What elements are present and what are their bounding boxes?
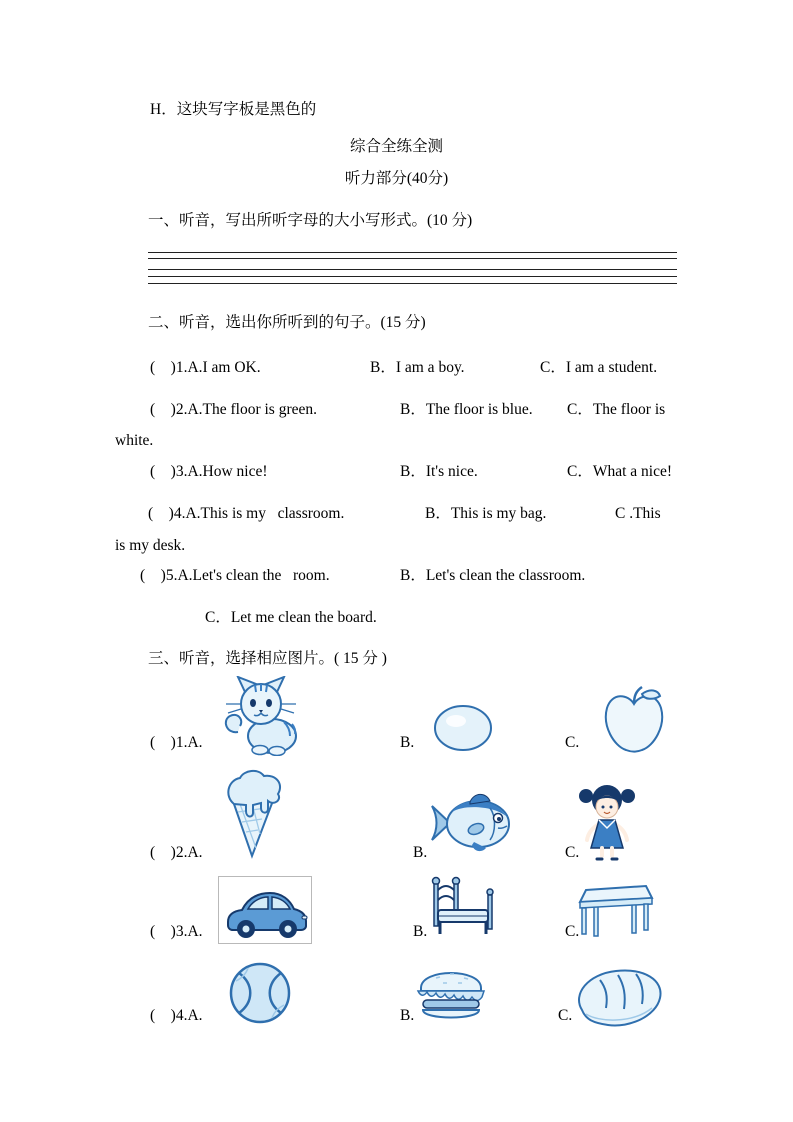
row2-option-c-label: C.	[565, 844, 580, 861]
row3-option-c-label: C.	[565, 923, 580, 940]
q1-option-b: B．I am a boy.	[370, 359, 465, 376]
cat-image	[222, 676, 304, 756]
q3-option-b: B．It's nice.	[400, 463, 478, 480]
question-h-text: H．这块写字板是黑色的	[150, 101, 317, 118]
row2-label: ( )2.A.	[150, 844, 203, 861]
row4-option-c-label: C.	[558, 1007, 573, 1024]
row3-label: ( )3.A.	[150, 923, 203, 940]
row3-option-b-label: B.	[413, 923, 428, 940]
staff-line	[148, 269, 677, 270]
staff-line	[148, 283, 677, 284]
section2-heading: 二、听音，选出你所听到的句子。(15 分)	[148, 314, 426, 331]
q3-option-a: ( )3.A.How nice!	[150, 463, 268, 480]
car-image	[218, 876, 312, 944]
writing-staff-lines	[148, 252, 677, 286]
girl-image	[578, 784, 636, 862]
q4-option-a: ( )4.A.This is my classroom.	[148, 505, 345, 522]
q1-option-a: ( )1.A.I am OK.	[150, 359, 261, 376]
listening-part-title: 听力部分(40分)	[344, 170, 449, 187]
apple-image	[598, 684, 670, 756]
q5-option-c: C．Let me clean the board.	[205, 609, 377, 626]
q2-option-c: C．The floor is	[567, 401, 666, 418]
section3-heading: 三、听音，选择相应图片。( 15 分 )	[148, 650, 387, 667]
section1-heading: 一、听音，写出所听字母的大小写形式。(10 分)	[148, 212, 473, 229]
ball-image	[228, 960, 292, 1026]
hamburger-image	[412, 958, 490, 1024]
q2-option-b: B．The floor is blue.	[400, 401, 533, 418]
q2-option-c-cont: white.	[115, 432, 154, 449]
bread-image	[572, 962, 666, 1030]
table-image	[574, 882, 654, 940]
q2-option-a: ( )2.A.The floor is green.	[150, 401, 318, 418]
row2-option-b-label: B.	[413, 844, 428, 861]
balloon-image	[432, 702, 494, 754]
row4-option-b-label: B.	[400, 1007, 415, 1024]
q5-option-b: B．Let's clean the classroom.	[400, 567, 586, 584]
row1-option-c-label: C.	[565, 734, 580, 751]
q4-option-b: B．This is my bag.	[425, 505, 547, 522]
paper-title: 综合全练全测	[349, 138, 443, 155]
row4-label: ( )4.A.	[150, 1007, 203, 1024]
staff-line	[148, 258, 677, 259]
q5-option-a: ( )5.A.Let's clean the room.	[140, 567, 330, 584]
staff-line	[148, 276, 677, 277]
bed-image	[428, 874, 498, 940]
q4-option-c-cont: is my desk.	[115, 537, 186, 554]
fish-image	[430, 792, 512, 854]
q1-option-c: C．I am a student.	[540, 359, 658, 376]
ice-cream-image	[222, 768, 286, 860]
q3-option-c: C．What a nice!	[567, 463, 673, 480]
staff-line	[148, 252, 677, 253]
row1-option-b-label: B.	[400, 734, 415, 751]
row1-label: ( )1.A.	[150, 734, 203, 751]
q4-option-c: C .This	[615, 505, 661, 522]
